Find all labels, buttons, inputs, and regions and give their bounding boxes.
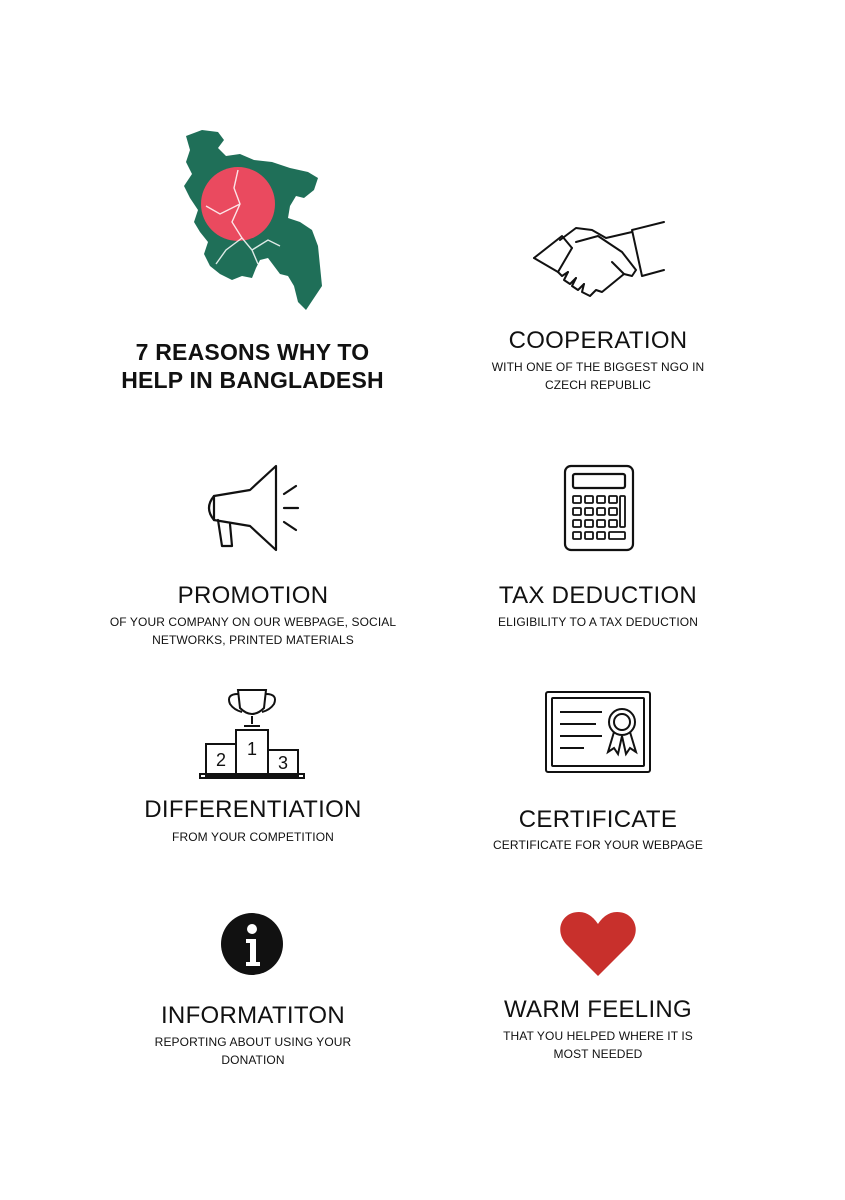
reason-heading-information: INFORMATITON (160, 1002, 346, 1029)
reason-heading-tax-deduction: TAX DEDUCTION (498, 582, 698, 609)
reason-desc-differentiation (58, 828, 448, 846)
reason-desc-information (58, 1033, 448, 1069)
calculator-icon (563, 464, 635, 552)
desc-line: THAT YOU HELPED WHERE IT IS (503, 1029, 693, 1043)
desc-line: OF YOUR COMPANY ON OUR WEBPAGE, SOCIAL (109, 615, 397, 629)
certificate-icon (544, 690, 652, 774)
reason-heading-cooperation: COOPERATION (508, 327, 688, 354)
reason-heading-differentiation: DIFFERENTIATION (144, 796, 362, 823)
desc-line: WITH ONE OF THE BIGGEST NGO IN (491, 360, 705, 374)
title-line-1: 7 REASONS WHY TO (135, 339, 370, 365)
desc-line: ELIGIBILITY TO A TAX DEDUCTION (498, 615, 698, 629)
reason-heading-warm-feeling: WARM FEELING (503, 996, 693, 1023)
desc-line: DONATION (221, 1053, 285, 1067)
desc-line: FROM YOUR COMPETITION (172, 830, 334, 844)
info-icon (220, 912, 284, 976)
desc-line: CERTIFICATE FOR YOUR WEBPAGE (493, 838, 703, 852)
desc-line: MOST NEEDED (553, 1047, 643, 1061)
reason-desc-certificate (422, 836, 774, 854)
megaphone-icon (200, 464, 300, 552)
page-title (90, 338, 415, 394)
podium-place-1: 1 (246, 739, 257, 759)
reason-heading-promotion: PROMOTION (177, 582, 329, 609)
podium-place-2: 2 (215, 750, 226, 770)
handshake-icon (532, 218, 666, 304)
desc-line: REPORTING ABOUT USING YOUR (154, 1035, 352, 1049)
reason-desc-cooperation (422, 358, 774, 394)
title-line-2: HELP IN BANGLADESH (121, 367, 384, 393)
podium-place-3: 3 (277, 753, 288, 773)
reason-desc-tax-deduction (422, 613, 774, 631)
podium-trophy-icon (198, 686, 306, 782)
reason-desc-warm-feeling (422, 1027, 774, 1063)
bangladesh-map-icon (180, 126, 325, 316)
reason-heading-certificate: CERTIFICATE (518, 806, 678, 833)
desc-line: CZECH REPUBLIC (544, 378, 652, 392)
desc-line: NETWORKS, PRINTED MATERIALS (152, 633, 354, 647)
reason-desc-promotion (58, 613, 448, 649)
heart-icon (560, 910, 636, 978)
